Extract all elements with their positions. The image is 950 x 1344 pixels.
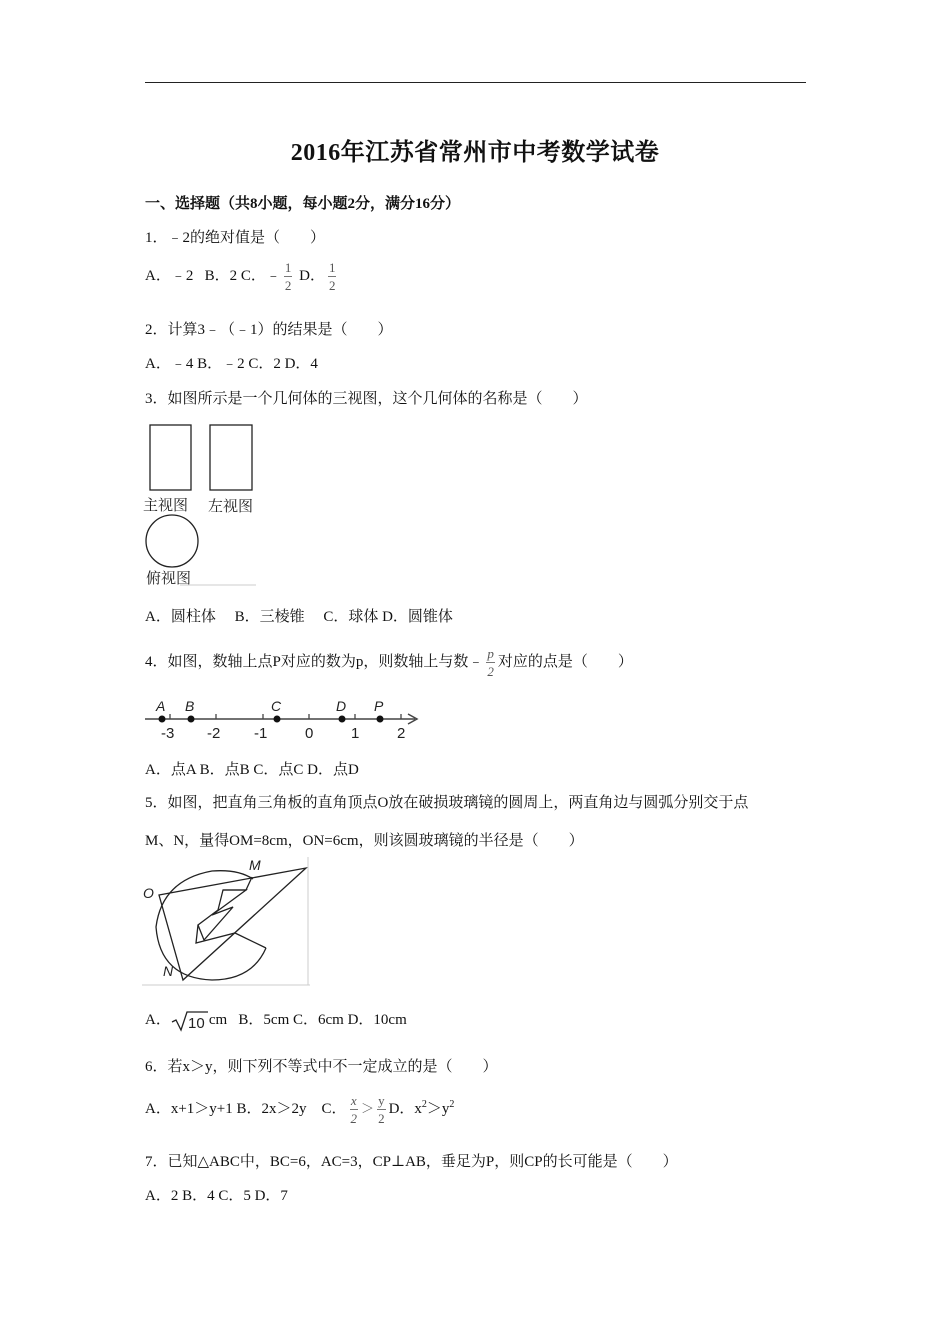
sqrt-radicand: 10	[187, 1014, 205, 1032]
section-heading: 一、选择题（共8小题，每小题2分，满分16分）	[145, 196, 461, 212]
q5-option-a-prefix: A．	[145, 1012, 171, 1028]
q1-option-c-fraction: $\frac{1}{2}$	[284, 260, 292, 293]
point-label-b: B	[185, 698, 195, 714]
q6-option-b: B．2x＞2y	[236, 1100, 307, 1117]
q1-option-c-prefix: C．﹣	[240, 267, 281, 284]
q1-option-a: A．﹣2	[145, 267, 194, 284]
label-o: O	[143, 885, 154, 901]
q2-stem: 2．计算3﹣（﹣1）的结果是（ ）	[145, 322, 393, 338]
q1-option-d-fraction: $\frac{1}{2}$	[328, 260, 336, 293]
triangle-ruler-outer	[159, 868, 306, 980]
q4-stem-post: 对应的点是（ ）	[497, 653, 633, 670]
q5-option-a-unit: cm	[208, 1012, 228, 1028]
q4-options: A．点A B．点B C．点C D．点D	[145, 762, 359, 778]
point-dot-c	[274, 716, 281, 723]
q4-stem-pre: 4．如图，数轴上点P对应的数为p，则数轴上与数﹣	[145, 653, 484, 670]
q4-stem	[145, 646, 633, 679]
label-n: N	[163, 963, 174, 979]
point-label-p: P	[374, 698, 384, 714]
q4-fraction: $\frac{p}{2}$	[487, 646, 494, 679]
point-dot-a	[159, 716, 166, 723]
q4-number-line	[140, 695, 430, 745]
q6-stem: 6．若x＞y，则下列不等式中不一定成立的是（ ）	[145, 1059, 498, 1075]
front-view-label: 主视图	[143, 497, 189, 514]
q1-options	[145, 260, 339, 293]
left-view-label: 左视图	[208, 498, 254, 515]
front-view-rect	[150, 425, 191, 490]
tick-label: 0	[305, 725, 314, 742]
q6-option-d-exp2: 2	[449, 1098, 455, 1110]
q6-option-d-exp1: 2	[421, 1098, 427, 1110]
q6-option-c-fraction-y: $\frac{y}{2}$	[378, 1093, 385, 1126]
q3-stem: 3．如图所示是一个几何体的三视图，这个几何体的名称是（ ）	[145, 391, 588, 407]
top-view-circle	[146, 515, 198, 567]
q5-options	[145, 1008, 407, 1032]
q1-stem: 1．﹣2的绝对值是（ ）	[145, 230, 326, 246]
point-label-c: C	[271, 698, 282, 714]
q7-stem: 7．已知△ABC中，BC=6，AC=3，CP⊥AB，垂足为P，则CP的长可能是（ ）	[145, 1154, 678, 1170]
triangle-ruler-inner	[198, 890, 246, 940]
page-title: 2016年江苏省常州市中考数学试卷	[290, 140, 660, 166]
q1-option-d-prefix: D．	[299, 267, 325, 284]
q6-option-d-gt: ＞y	[426, 1100, 450, 1117]
q3-options: A．圆柱体 B．三棱锥 C．球体 D．圆锥体	[145, 609, 453, 625]
q6-option-c-prefix: C．	[321, 1100, 347, 1117]
q6-option-d-prefix: D．x	[388, 1100, 422, 1117]
left-view-rect	[210, 425, 252, 490]
sqrt-icon	[171, 1010, 209, 1032]
q6-option-c-gt: ＞	[361, 1100, 375, 1116]
q3-three-views-figure	[140, 420, 260, 588]
tick-label: 1	[351, 725, 360, 742]
q5-stem-line2: M、N，量得OM=8cm，ON=6cm，则该圆玻璃镜的半径是（ ）	[145, 833, 584, 849]
label-m: M	[249, 857, 261, 873]
q5-broken-mirror-figure	[140, 855, 312, 987]
point-dot-b	[188, 716, 195, 723]
q1-option-b: B．2	[204, 267, 238, 284]
point-dot-p	[377, 716, 384, 723]
tick-label: -3	[161, 725, 175, 742]
tick-label: 2	[397, 725, 406, 742]
tick-label: -1	[254, 725, 268, 742]
top-rule	[145, 82, 806, 83]
q5-options-rest: B．5cm C．6cm D．10cm	[238, 1012, 407, 1028]
q2-options: A．﹣4 B．﹣2 C．2 D．4	[145, 356, 318, 372]
q6-options	[145, 1093, 454, 1126]
point-label-a: A	[156, 698, 166, 714]
tick-label: -2	[207, 725, 221, 742]
point-dot-d	[339, 716, 346, 723]
q6-option-a: A．x+1＞y+1	[145, 1100, 233, 1117]
top-view-label: 俯视图	[146, 570, 192, 587]
q7-options: A．2 B．4 C．5 D．7	[145, 1188, 288, 1204]
q6-option-c-fraction-x: $\frac{x}{2}$	[350, 1093, 358, 1126]
point-label-d: D	[336, 698, 347, 714]
q5-stem-line1: 5．如图，把直角三角板的直角顶点O放在破损玻璃镜的圆周上，两直角边与圆弧分别交于点	[145, 795, 749, 811]
